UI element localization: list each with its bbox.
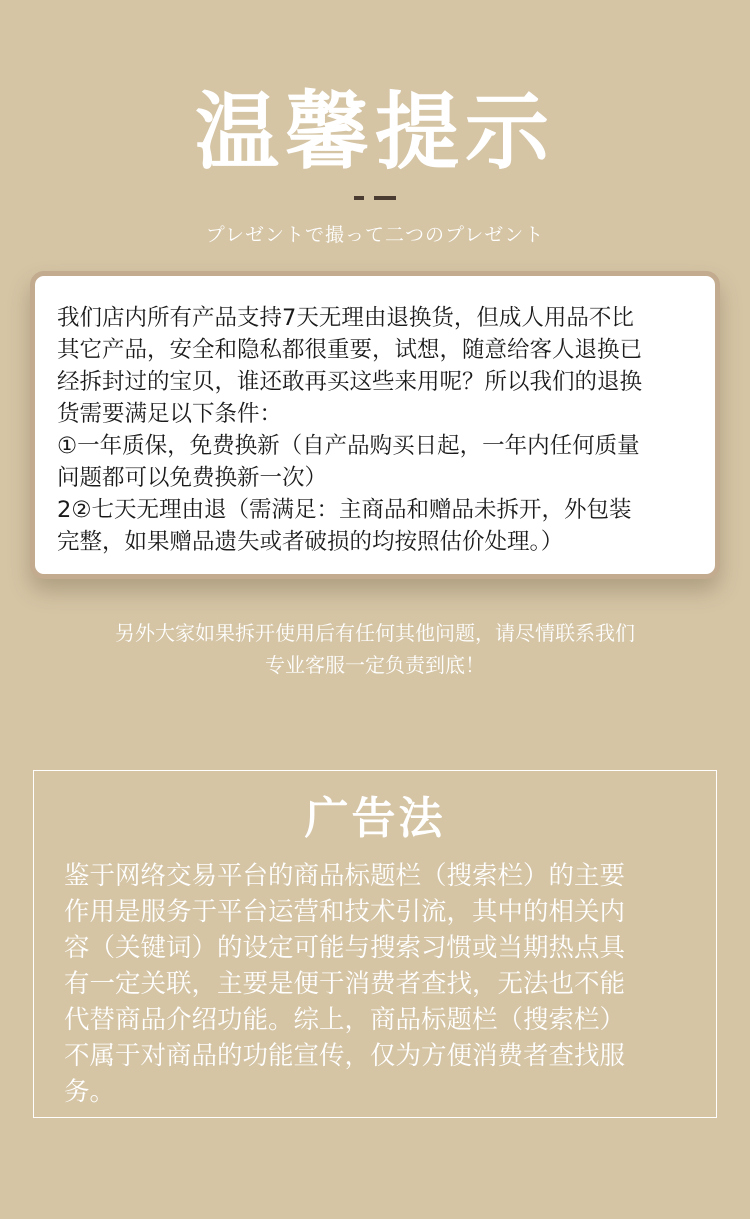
ad-law-title: 广告法 bbox=[304, 793, 446, 844]
title-divider-long bbox=[374, 196, 396, 200]
ad-law-box bbox=[33, 770, 717, 1118]
title-divider-short bbox=[354, 196, 364, 200]
notice-card bbox=[30, 271, 720, 579]
contact-note: 另外大家如果拆开使用后有任何其他问题，请尽情联系我们 专业客服一定负责到底！ bbox=[115, 621, 635, 677]
page-subtitle: プレゼントで撮って二つのプレゼント bbox=[205, 224, 545, 246]
ad-law-text: 鉴于网络交易平台的商品标题栏（搜索栏）的主要 作用是服务于平台运营和技术引流，其中的相关内 容（关键词）的设定可能与搜索习惯或当期热点具 有一定关联，主要是便于消费者查找，无法也不能 代替商品介绍功能。综上，商品标题栏（搜索栏） 不属于对商品的功能宣传，仅为方便消费者查找服 务。 bbox=[64, 861, 626, 1107]
notice-text: 我们店内所有产品支持7天无理由退换货，但成人用品不比 其它产品，安全和隐私都很重要，试想，随意给客人退换已 经拆封过的宝贝，谁还敢再买这些来用呢？所以我们的退换 货需要满足以下条件： ①一年质保，免费换新（自产品购买日起，一年内任何质量 问题都可以免费换新一次） 2②七天无理由退（需满足：主商品和赠品未拆开，外包装 完整，如果赠品遗失或者破损的均按照估价处理。） bbox=[57, 305, 643, 555]
page-title: 温馨提示 bbox=[194, 83, 555, 181]
